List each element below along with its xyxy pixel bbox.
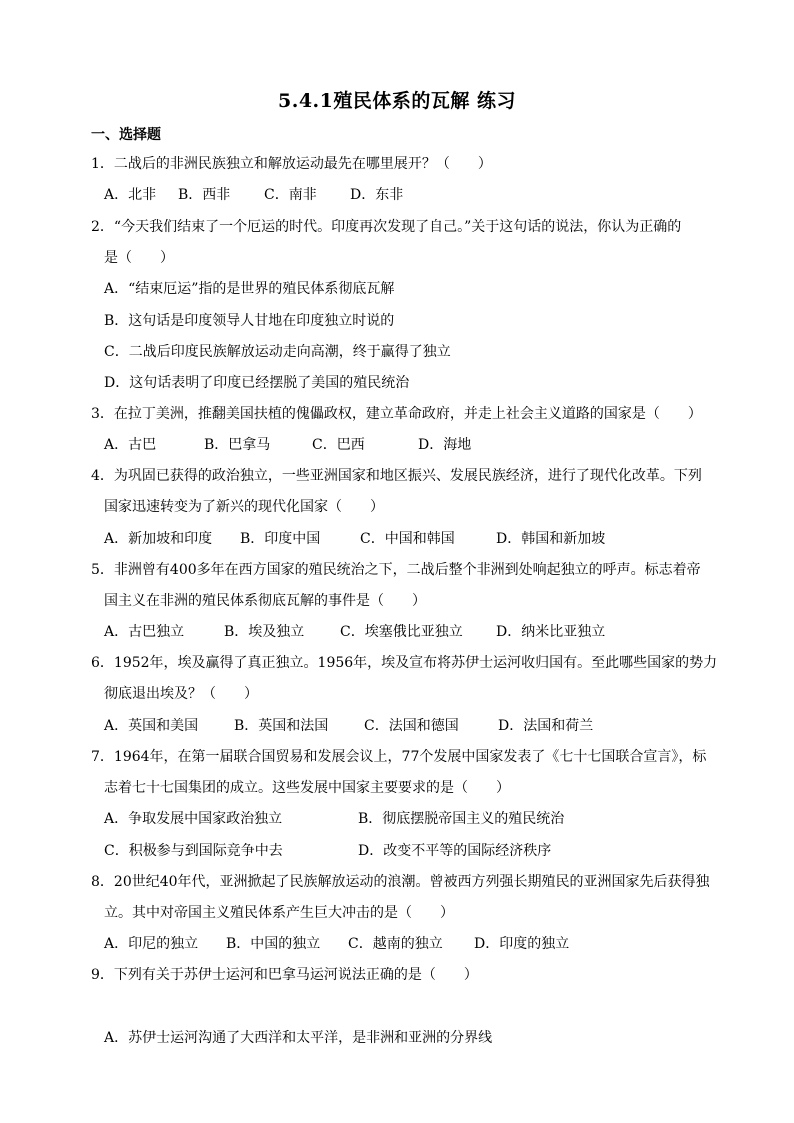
option: D．改变不平等的国际经济秩序 <box>358 843 552 859</box>
option: B．埃及独立 <box>224 624 305 640</box>
option: C．法国和德国 <box>364 718 459 734</box>
page-title: 5.4.1殖民体系的瓦解 练习 <box>277 90 516 112</box>
question-4-stem: 4．为巩固已获得的政治独立，一些亚洲国家和地区振兴、发展民族经济，进行了现代化改革。下列 <box>91 468 702 484</box>
question-4-stem-cont: 国家迅速转变为了新兴的现代化国家（ ） <box>104 499 384 515</box>
option: A．印尼的独立 <box>104 936 199 952</box>
option: A．古巴 <box>104 437 157 453</box>
question-8-stem: 8．20世纪40年代，亚洲掀起了民族解放运动的浪潮。曾被西方列强长期殖民的亚洲国家先后获得独 <box>91 874 710 890</box>
question-5-options <box>104 622 605 642</box>
option: D．法国和荷兰 <box>498 718 594 734</box>
option: C．巴西 <box>312 437 365 453</box>
question-1-stem: 1．二战后的非洲民族独立和解放运动最先在哪里展开？（ ） <box>91 156 492 172</box>
question-7-options-row1 <box>104 809 564 829</box>
option: A．争取发展中国家政治独立 <box>104 811 283 827</box>
option: C．二战后印度民族解放运动走向高潮，终于赢得了独立 <box>104 344 451 360</box>
question-2-stem-cont: 是（ ） <box>104 250 174 266</box>
question-2-stem: 2．“今天我们结束了一个厄运的时代。印度再次发现了自己。”关于这句话的说法，你认为正确的 <box>91 219 682 235</box>
question-1-options <box>104 185 403 205</box>
option: D．印度的独立 <box>474 936 570 952</box>
question-8-options <box>104 934 569 954</box>
option: D．东非 <box>350 187 404 203</box>
option: C．中国和韩国 <box>360 531 455 547</box>
question-7-stem: 7．1964年，在第一届联合国贸易和发展会议上，77个发展中国家发表了《七十七国联合宣言》，标 <box>91 749 707 765</box>
option: B．巴拿马 <box>204 437 271 453</box>
option: C．积极参与到国际竞争中去 <box>104 843 283 859</box>
option: A．古巴独立 <box>104 624 185 640</box>
option: B．彻底摆脱帝国主义的殖民统治 <box>358 811 565 827</box>
option: C．越南的独立 <box>348 936 443 952</box>
option: A．北非 <box>104 187 157 203</box>
option: A．苏伊士运河沟通了大西洋和太平洋，是非洲和亚洲的分界线 <box>104 1030 493 1046</box>
question-8-stem-cont: 立。其中对帝国主义殖民体系产生巨大冲击的是（ ） <box>104 905 454 921</box>
option: B．这句话是印度领导人甘地在印度独立时说的 <box>104 313 395 329</box>
question-5-stem-cont: 国主义在非洲的殖民体系彻底瓦解的事件是（ ） <box>104 593 426 609</box>
option: A．“结束厄运”指的是世界的殖民体系彻底瓦解 <box>104 281 395 297</box>
option: B．中国的独立 <box>226 936 321 952</box>
option: D．韩国和新加坡 <box>496 531 606 547</box>
option: A．新加坡和印度 <box>104 531 213 547</box>
option: C．南非 <box>264 187 317 203</box>
question-3-options <box>104 435 471 455</box>
option: C．埃塞俄比亚独立 <box>340 624 463 640</box>
question-5-stem: 5．非洲曾有400多年在西方国家的殖民统治之下，二战后整个非洲到处响起独立的呼声。标志着帝 <box>91 562 701 578</box>
question-6-options <box>104 716 593 736</box>
option: D．纳米比亚独立 <box>496 624 606 640</box>
option: B．英国和法国 <box>234 718 329 734</box>
question-3-stem: 3．在拉丁美洲，推翻美国扶植的傀儡政权，建立革命政府，并走上社会主义道路的国家是（ ） <box>91 406 702 422</box>
section-heading: 一、选择题 <box>91 127 161 143</box>
question-9-stem: 9．下列有关于苏伊士运河和巴拿马运河说法正确的是（ ） <box>91 967 478 983</box>
option: B．印度中国 <box>240 531 321 547</box>
question-7-stem-cont: 志着七十七国集团的成立。这些发展中国家主要要求的是（ ） <box>104 780 510 796</box>
question-6-stem-cont: 彻底退出埃及？（ ） <box>104 686 258 702</box>
option: B．西非 <box>178 187 231 203</box>
question-6-stem: 6．1952年，埃及赢得了真正独立。1956年，埃及宣布将苏伊士运河收归国有。至此哪些国家的势力 <box>91 655 718 671</box>
option: D．这句话表明了印度已经摆脱了美国的殖民统治 <box>104 375 410 391</box>
question-4-options <box>104 529 605 549</box>
question-7-options-row2 <box>104 841 551 861</box>
option: D．海地 <box>418 437 472 453</box>
option: A．英国和美国 <box>104 718 199 734</box>
